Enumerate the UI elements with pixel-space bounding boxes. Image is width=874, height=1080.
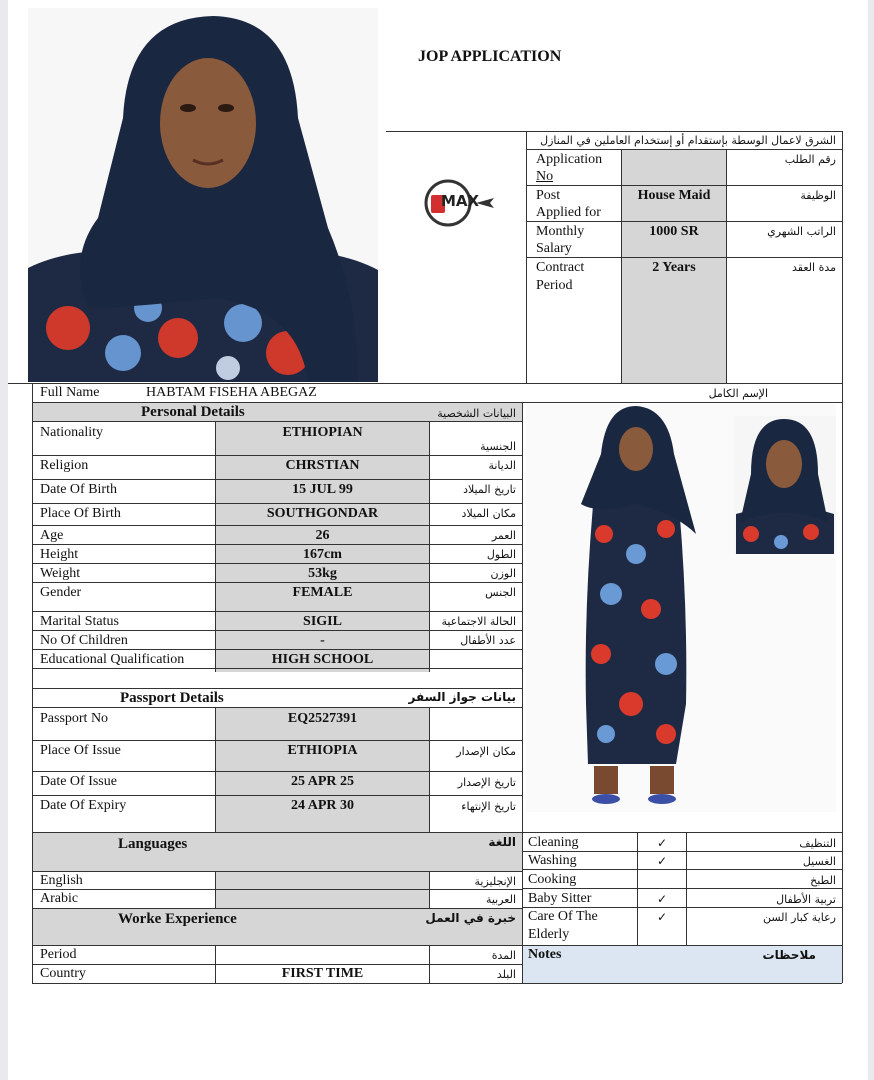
portrait-illustration bbox=[28, 8, 378, 382]
personal-row-ar: عدد الأطفال bbox=[460, 634, 516, 647]
company-name-ar: الشرق لاعمال الوسطة بإستقدام أو إستخدام العاملين في المنازل bbox=[540, 134, 836, 147]
application-page bbox=[8, 0, 868, 1080]
app-no-label: Application bbox=[536, 152, 603, 167]
personal-row-label: Place Of Birth bbox=[40, 506, 121, 521]
lang-english-ar: الإنجليزية bbox=[474, 875, 516, 888]
skill-check: ✓ bbox=[656, 836, 668, 850]
notes-label: Notes bbox=[528, 947, 562, 962]
experience-title: Worke Experience bbox=[118, 911, 237, 927]
passport-title: Passport Details bbox=[120, 690, 224, 706]
passport-row-value: EQ2527391 bbox=[287, 711, 358, 726]
personal-row-value: - bbox=[320, 633, 325, 648]
contract-label: Contract bbox=[536, 260, 585, 275]
passport-row-label: Place Of Issue bbox=[40, 743, 121, 758]
full-name-ar: الإسم الكامل bbox=[708, 387, 768, 400]
lang-arabic-label: Arabic bbox=[40, 891, 79, 906]
personal-row-value: FEMALE bbox=[292, 585, 353, 600]
passport-row-ar: مكان الإصدار bbox=[456, 745, 516, 758]
skill-ar: التنظيف bbox=[799, 837, 836, 850]
app-no-label-2: No bbox=[536, 169, 554, 184]
passport-row-ar: تاريخ الإنتهاء bbox=[461, 800, 516, 813]
skill-label: Care Of The bbox=[528, 909, 598, 924]
personal-row-ar: الطول bbox=[486, 548, 516, 561]
passport-row-label: Date Of Expiry bbox=[40, 798, 127, 813]
personal-row-value: SIGIL bbox=[303, 614, 342, 629]
personal-row-label: Date Of Birth bbox=[40, 482, 117, 497]
salary-label: Monthly bbox=[536, 224, 585, 239]
personal-row-ar: الجنس bbox=[485, 586, 516, 599]
skill-ar: تربية الأطفال bbox=[776, 893, 836, 906]
personal-row-value: SOUTHGONDAR bbox=[266, 506, 379, 521]
personal-row-value: CHRSTIAN bbox=[285, 458, 360, 473]
lang-arabic-ar: العربية bbox=[485, 893, 516, 906]
country-label: Country bbox=[40, 966, 86, 981]
personal-row-label: Nationality bbox=[40, 425, 103, 440]
personal-row-label: Educational Qualification bbox=[40, 652, 185, 667]
logo-text: MAX bbox=[441, 192, 480, 210]
contract-ar: مدة العقد bbox=[792, 261, 836, 274]
post-label: Post bbox=[536, 188, 561, 203]
portrait-photo bbox=[28, 8, 378, 382]
period-label: Period bbox=[40, 947, 77, 962]
skill-label: Baby Sitter bbox=[528, 891, 592, 906]
post-ar: الوظيفة bbox=[800, 189, 836, 202]
notes-ar: ملاحظات bbox=[762, 948, 816, 962]
skill-check: ✓ bbox=[656, 892, 668, 906]
contract-label-2: Period bbox=[536, 278, 573, 293]
app-no-ar: رقم الطلب bbox=[784, 153, 836, 166]
full-name-value: HABTAM FISEHA ABEGAZ bbox=[146, 385, 317, 400]
personal-row-value: 26 bbox=[315, 528, 330, 543]
languages-title-ar: اللغة bbox=[488, 835, 516, 849]
personal-row-ar: الديانة bbox=[488, 459, 516, 472]
languages-title: Languages bbox=[118, 836, 188, 852]
passport-row-ar: تاريخ الإصدار bbox=[457, 776, 516, 789]
personal-row-label: Marital Status bbox=[40, 614, 119, 629]
country-value: FIRST TIME bbox=[281, 966, 364, 981]
personal-row-value: 15 JUL 99 bbox=[292, 482, 353, 497]
personal-title-ar: البيانات الشخصية bbox=[437, 407, 516, 420]
personal-row-label: Weight bbox=[40, 566, 81, 581]
country-ar: البلد bbox=[496, 968, 516, 981]
full-body-photo bbox=[526, 404, 836, 812]
page-title: JOP APPLICATION bbox=[418, 48, 562, 65]
personal-row-value: ETHIOPIAN bbox=[282, 425, 363, 440]
full-name-label: Full Name bbox=[40, 385, 100, 400]
passport-row-value: ETHIOPIA bbox=[287, 743, 358, 758]
period-ar: المدة bbox=[491, 949, 516, 962]
skill-label-2: Elderly bbox=[528, 927, 570, 942]
passport-title-ar: بيانات جواز السفر bbox=[408, 690, 516, 704]
salary-value: 1000 SR bbox=[649, 224, 699, 239]
company-logo bbox=[414, 170, 502, 236]
personal-row-ar: العمر bbox=[491, 529, 516, 542]
experience-title-ar: خبرة في العمل bbox=[425, 911, 516, 925]
personal-row-ar: الجنسية bbox=[480, 440, 516, 453]
personal-row-label: Gender bbox=[40, 585, 82, 600]
skill-label: Cleaning bbox=[528, 835, 579, 850]
personal-row-label: No Of Children bbox=[40, 633, 128, 648]
passport-row-label: Date Of Issue bbox=[40, 774, 117, 789]
skill-label: Cooking bbox=[528, 872, 577, 887]
lang-english-label: English bbox=[40, 873, 83, 888]
salary-ar: الراتب الشهري bbox=[767, 225, 836, 238]
personal-row-value: 167cm bbox=[303, 547, 342, 562]
post-label-2: Applied for bbox=[536, 205, 601, 220]
post-value: House Maid bbox=[637, 188, 711, 203]
skill-check: ✓ bbox=[656, 854, 668, 868]
personal-row-ar: الحالة الاجتماعية bbox=[441, 615, 516, 628]
personal-title: Personal Details bbox=[141, 404, 245, 420]
skill-label: Washing bbox=[528, 853, 577, 868]
personal-row-value: HIGH SCHOOL bbox=[271, 652, 374, 667]
personal-row-value: 53kg bbox=[308, 566, 337, 581]
personal-row-ar: مكان الميلاد bbox=[461, 507, 516, 520]
personal-row-label: Religion bbox=[40, 458, 89, 473]
full-body-illustration bbox=[526, 404, 836, 812]
passport-row-label: Passport No bbox=[40, 711, 109, 726]
personal-row-ar: الوزن bbox=[490, 567, 516, 580]
personal-row-ar: تاريخ الميلاد bbox=[463, 483, 516, 496]
passport-row-value: 25 APR 25 bbox=[291, 774, 354, 789]
skill-ar: الغسيل bbox=[802, 855, 836, 868]
skill-ar: رعاية كبار السن bbox=[763, 911, 836, 924]
passport-row-value: 24 APR 30 bbox=[291, 798, 354, 813]
contract-value: 2 Years bbox=[652, 260, 696, 275]
skill-ar: الطبخ bbox=[810, 874, 836, 887]
skill-check: ✓ bbox=[656, 910, 668, 924]
personal-row-label: Age bbox=[40, 528, 64, 543]
salary-label-2: Salary bbox=[536, 241, 572, 256]
personal-row-label: Height bbox=[40, 547, 79, 562]
